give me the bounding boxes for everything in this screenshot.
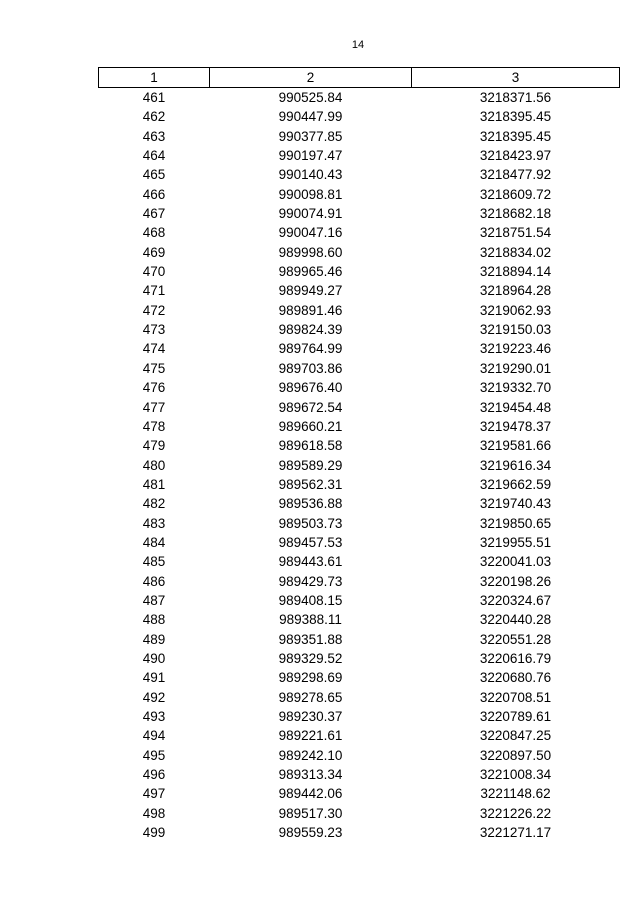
y-coordinate-cell: 3221226.22	[479, 805, 552, 821]
table-row	[99, 784, 620, 803]
header-row	[99, 68, 620, 88]
table-body	[99, 88, 620, 843]
table-row	[99, 378, 620, 397]
x-coordinate-cell: 989351.88	[278, 631, 343, 647]
coordinates-table	[98, 67, 620, 842]
x-coordinate-cell: 989329.52	[278, 650, 343, 666]
y-coordinate-cell: 3218682.18	[479, 206, 552, 222]
y-coordinate-cell: 3220680.76	[479, 670, 552, 686]
point-number-cell: 494	[142, 728, 166, 744]
point-number-cell: 484	[142, 534, 166, 550]
point-number-cell: 479	[142, 438, 166, 454]
point-number-cell: 497	[142, 786, 166, 802]
table-row	[99, 456, 620, 475]
y-coordinate-cell: 3219662.59	[479, 476, 552, 492]
table-row	[99, 107, 620, 126]
table-row	[99, 243, 620, 262]
x-coordinate-cell: 989618.58	[278, 438, 343, 454]
x-coordinate-cell: 989278.65	[278, 689, 343, 705]
x-coordinate-cell: 989429.73	[278, 573, 343, 589]
point-number-cell: 485	[142, 554, 166, 570]
point-number-cell: 483	[142, 515, 166, 531]
x-coordinate-cell: 989676.40	[278, 380, 343, 396]
point-number-cell: 498	[142, 805, 166, 821]
y-coordinate-cell: 3220616.79	[479, 650, 552, 666]
point-number-cell: 489	[142, 631, 166, 647]
y-coordinate-cell: 3219740.43	[479, 496, 552, 512]
y-coordinate-cell: 3218894.14	[479, 264, 552, 280]
x-coordinate-cell: 989536.88	[278, 496, 343, 512]
point-number-cell: 475	[142, 360, 166, 376]
x-coordinate-cell: 989891.46	[278, 302, 343, 318]
point-number-cell: 481	[142, 476, 166, 492]
column-header-2: 2	[210, 68, 412, 88]
y-coordinate-cell: 3219454.48	[479, 399, 552, 415]
table-row	[99, 726, 620, 745]
point-number-cell: 462	[142, 109, 166, 125]
x-coordinate-cell: 990074.91	[278, 206, 343, 222]
table-row	[99, 688, 620, 707]
table-row	[99, 610, 620, 629]
table-row	[99, 339, 620, 358]
x-coordinate-cell: 989589.29	[278, 457, 343, 473]
table-header	[99, 68, 620, 88]
point-number-cell: 467	[142, 206, 166, 222]
table-row	[99, 533, 620, 552]
table-row	[99, 514, 620, 533]
point-number-cell: 499	[142, 825, 166, 841]
point-number-cell: 474	[142, 341, 166, 357]
point-number-cell: 495	[142, 747, 166, 763]
x-coordinate-cell: 990047.16	[278, 225, 343, 241]
table-row	[99, 204, 620, 223]
table-row	[99, 823, 620, 842]
table-row	[99, 436, 620, 455]
table-row	[99, 281, 620, 300]
page-number: 14	[351, 39, 365, 51]
x-coordinate-cell: 989559.23	[278, 825, 343, 841]
point-number-cell: 463	[142, 128, 166, 144]
x-coordinate-cell: 990098.81	[278, 186, 343, 202]
y-coordinate-cell: 3219478.37	[479, 418, 552, 434]
y-coordinate-cell: 3218751.54	[479, 225, 552, 241]
table-row	[99, 417, 620, 436]
y-coordinate-cell: 3219850.65	[479, 515, 552, 531]
y-coordinate-cell: 3219223.46	[479, 341, 552, 357]
table-row	[99, 88, 620, 108]
y-coordinate-cell: 3221271.17	[479, 825, 552, 841]
table-row	[99, 552, 620, 571]
x-coordinate-cell: 989517.30	[278, 805, 343, 821]
y-coordinate-cell: 3218395.45	[479, 128, 552, 144]
x-coordinate-cell: 990197.47	[278, 148, 343, 164]
point-number-cell: 472	[142, 302, 166, 318]
point-number-cell: 466	[142, 186, 166, 202]
table-row	[99, 804, 620, 823]
point-number-cell: 476	[142, 380, 166, 396]
table-row	[99, 572, 620, 591]
point-number-cell: 468	[142, 225, 166, 241]
x-coordinate-cell: 990140.43	[278, 167, 343, 183]
table-row	[99, 630, 620, 649]
y-coordinate-cell: 3218834.02	[479, 244, 552, 260]
x-coordinate-cell: 989660.21	[278, 418, 343, 434]
x-coordinate-cell: 989298.69	[278, 670, 343, 686]
x-coordinate-cell: 989503.73	[278, 515, 343, 531]
y-coordinate-cell: 3220789.61	[479, 709, 552, 724]
table-row	[99, 185, 620, 204]
point-number-cell: 465	[142, 167, 166, 183]
x-coordinate-cell: 989221.61	[278, 728, 343, 744]
point-number-cell: 486	[142, 573, 166, 589]
x-coordinate-cell: 989457.53	[278, 534, 343, 550]
y-coordinate-cell: 3220551.28	[479, 631, 552, 647]
y-coordinate-cell: 3221148.62	[480, 786, 551, 802]
x-coordinate-cell: 989764.99	[278, 341, 343, 357]
y-coordinate-cell: 3221008.34	[479, 767, 552, 783]
x-coordinate-cell: 989388.11	[279, 612, 342, 628]
point-number-cell: 482	[142, 496, 166, 512]
point-number-cell: 491	[142, 670, 166, 686]
y-coordinate-cell: 3220847.25	[479, 728, 552, 744]
point-number-cell: 461	[142, 90, 166, 105]
x-coordinate-cell: 989824.39	[278, 322, 343, 338]
x-coordinate-cell: 989949.27	[278, 283, 343, 299]
table-row	[99, 668, 620, 687]
x-coordinate-cell: 990447.99	[278, 109, 343, 125]
table-row	[99, 591, 620, 610]
table-row	[99, 649, 620, 668]
y-coordinate-cell: 3218477.92	[479, 167, 552, 183]
y-coordinate-cell: 3218423.97	[479, 148, 552, 164]
x-coordinate-cell: 989242.10	[278, 747, 343, 763]
x-coordinate-cell: 989562.31	[278, 476, 343, 492]
y-coordinate-cell: 3219290.01	[479, 360, 552, 376]
y-coordinate-cell: 3220324.67	[479, 592, 552, 608]
y-coordinate-cell: 3220708.51	[479, 689, 552, 705]
point-number-cell: 477	[142, 399, 166, 415]
y-coordinate-cell: 3220041.03	[479, 554, 552, 570]
x-coordinate-cell: 989965.46	[278, 264, 343, 280]
x-coordinate-cell: 989408.15	[278, 592, 343, 608]
point-number-cell: 490	[142, 650, 166, 666]
y-coordinate-cell: 3219955.51	[479, 534, 552, 550]
point-number-cell: 469	[142, 244, 166, 260]
point-number-cell: 493	[142, 709, 166, 724]
y-coordinate-cell: 3219616.34	[479, 457, 552, 473]
x-coordinate-cell: 989443.61	[278, 554, 343, 570]
y-coordinate-cell: 3218609.72	[479, 186, 552, 202]
point-number-cell: 492	[142, 689, 166, 705]
y-coordinate-cell: 3219581.66	[479, 438, 552, 454]
point-number-cell: 487	[142, 592, 166, 608]
y-coordinate-cell: 3218395.45	[479, 109, 552, 125]
y-coordinate-cell: 3218371.56	[479, 90, 552, 105]
table-row	[99, 707, 620, 726]
x-coordinate-cell: 989230.37	[278, 709, 343, 724]
table-row	[99, 301, 620, 320]
x-coordinate-cell: 989703.86	[278, 360, 343, 376]
x-coordinate-cell: 989672.54	[278, 399, 343, 415]
y-coordinate-cell: 3220440.28	[479, 612, 552, 628]
table-row	[99, 765, 620, 784]
point-number-cell: 464	[142, 148, 166, 164]
table-row	[99, 494, 620, 513]
table-row	[99, 146, 620, 165]
x-coordinate-cell: 990377.85	[278, 128, 343, 144]
y-coordinate-cell: 3220897.50	[479, 747, 552, 763]
table-row	[99, 127, 620, 146]
point-number-cell: 488	[142, 612, 166, 628]
y-coordinate-cell: 3218964.28	[479, 283, 552, 299]
x-coordinate-cell: 990525.84	[278, 90, 343, 105]
point-number-cell: 496	[142, 767, 166, 783]
x-coordinate-cell: 989998.60	[278, 244, 343, 260]
table-row	[99, 165, 620, 184]
x-coordinate-cell: 989442.06	[278, 786, 343, 802]
point-number-cell: 480	[142, 457, 166, 473]
table-row	[99, 320, 620, 339]
y-coordinate-cell: 3219062.93	[479, 302, 552, 318]
y-coordinate-cell: 3219332.70	[479, 380, 552, 396]
table-row	[99, 262, 620, 281]
column-header-3: 3	[412, 68, 620, 88]
point-number-cell: 473	[142, 322, 166, 338]
point-number-cell: 471	[142, 283, 166, 299]
point-number-cell: 478	[142, 418, 166, 434]
y-coordinate-cell: 3220198.26	[479, 573, 552, 589]
table-row	[99, 475, 620, 494]
table-row	[99, 223, 620, 242]
table-row	[99, 398, 620, 417]
x-coordinate-cell: 989313.34	[278, 767, 343, 783]
table-row	[99, 746, 620, 765]
y-coordinate-cell: 3219150.03	[479, 322, 552, 338]
column-header-1: 1	[99, 68, 210, 88]
point-number-cell: 470	[142, 264, 166, 280]
table-row	[99, 359, 620, 378]
